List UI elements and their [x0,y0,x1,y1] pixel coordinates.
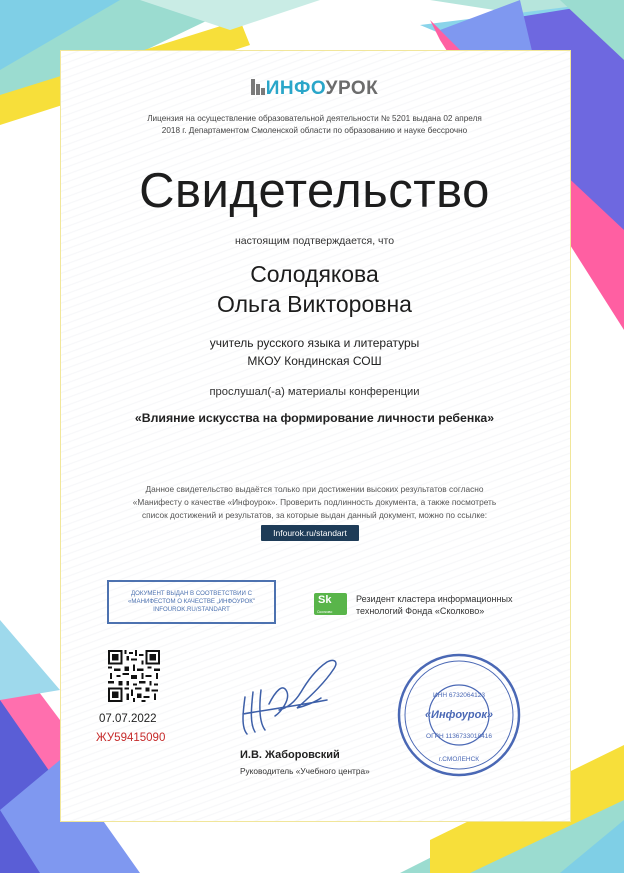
skolkovo-resident-text [356,593,512,617]
recipient-surname: Солодякова [250,261,379,287]
stamp-line-2: «МАНИФЕСТОМ О КАЧЕСТВЕ „ИНФОУРОК" [128,598,255,606]
confirm-text: настоящим подтверждается, что [234,235,395,247]
logo-suffix: УРОК [325,78,379,99]
notice-line-3: список достижений и результатов, за которые выдан данный документ, можно по ссылке: [141,510,488,520]
recipient-name [60,259,569,319]
signer-role: Руководитель «Учебного центра» [240,766,370,776]
document-number: ЖУ59415090 [96,732,166,744]
skolkovo-logo [314,593,347,615]
recipient-organization: МКОУ Кондинская СОШ [247,354,382,368]
license-line-2: 2018 г. Департаментом Смоленской области по образованию и науке бессрочно [161,126,468,135]
seal-inn: ИНН 6732064123 [432,692,486,699]
seal-ogrn: ОГРН 1136733018416 [426,733,492,740]
handwritten-signature [235,652,345,744]
issue-date: 07.07.2022 [99,713,157,725]
signer-name: И.В. Жаборовский [240,749,340,761]
stamp-line-1: ДОКУМЕНТ ВЫДАН В СООТВЕТСТВИИ С [131,590,252,597]
organization-seal [396,652,522,778]
license-text [60,113,569,137]
stamp-line-3: INFOUROK.RU/STANDART [153,606,230,614]
skolkovo-line-2: технологий Фонда «Сколково» [356,606,485,616]
recipient-given-names: Ольга Викторовна [217,291,412,317]
qr-code-icon [108,650,160,702]
seal-city: г.СМОЛЕНСК [438,756,480,763]
skolkovo-caption: Сколково [317,610,333,614]
standard-link[interactable]: Infourok.ru/standart [261,525,359,541]
certificate-title: Свидетельство [139,164,490,218]
conference-topic: «Влияние искусства на формирование личности ребенка» [134,411,495,425]
skolkovo-letters: Sk [318,594,332,606]
brand-logo [60,78,569,100]
recipient-job: учитель русского языка и литературы [209,336,420,350]
notice-line-2: «Манифесту о качестве «Инфоурок». Проверить подлинность документа, а также посмотреть [132,497,497,507]
quality-manifest-stamp [107,580,276,624]
action-text: прослушал(-а) материалы конференции [209,386,420,398]
notice-line-1: Данное свидетельство выдаётся только при достижении высоких результатов согласно [145,484,484,494]
logo-mark-icon [251,79,265,95]
license-line-1: Лицензия на осуществление образовательной деятельности № 5201 выдана 02 апреля [147,114,482,123]
logo-prefix: ИНФО [265,78,326,99]
verification-notice [60,483,569,522]
seal-center-text: «Инфоурок» [424,709,494,721]
skolkovo-line-1: Резидент кластера информационных [356,594,513,604]
recipient-position [60,334,569,370]
